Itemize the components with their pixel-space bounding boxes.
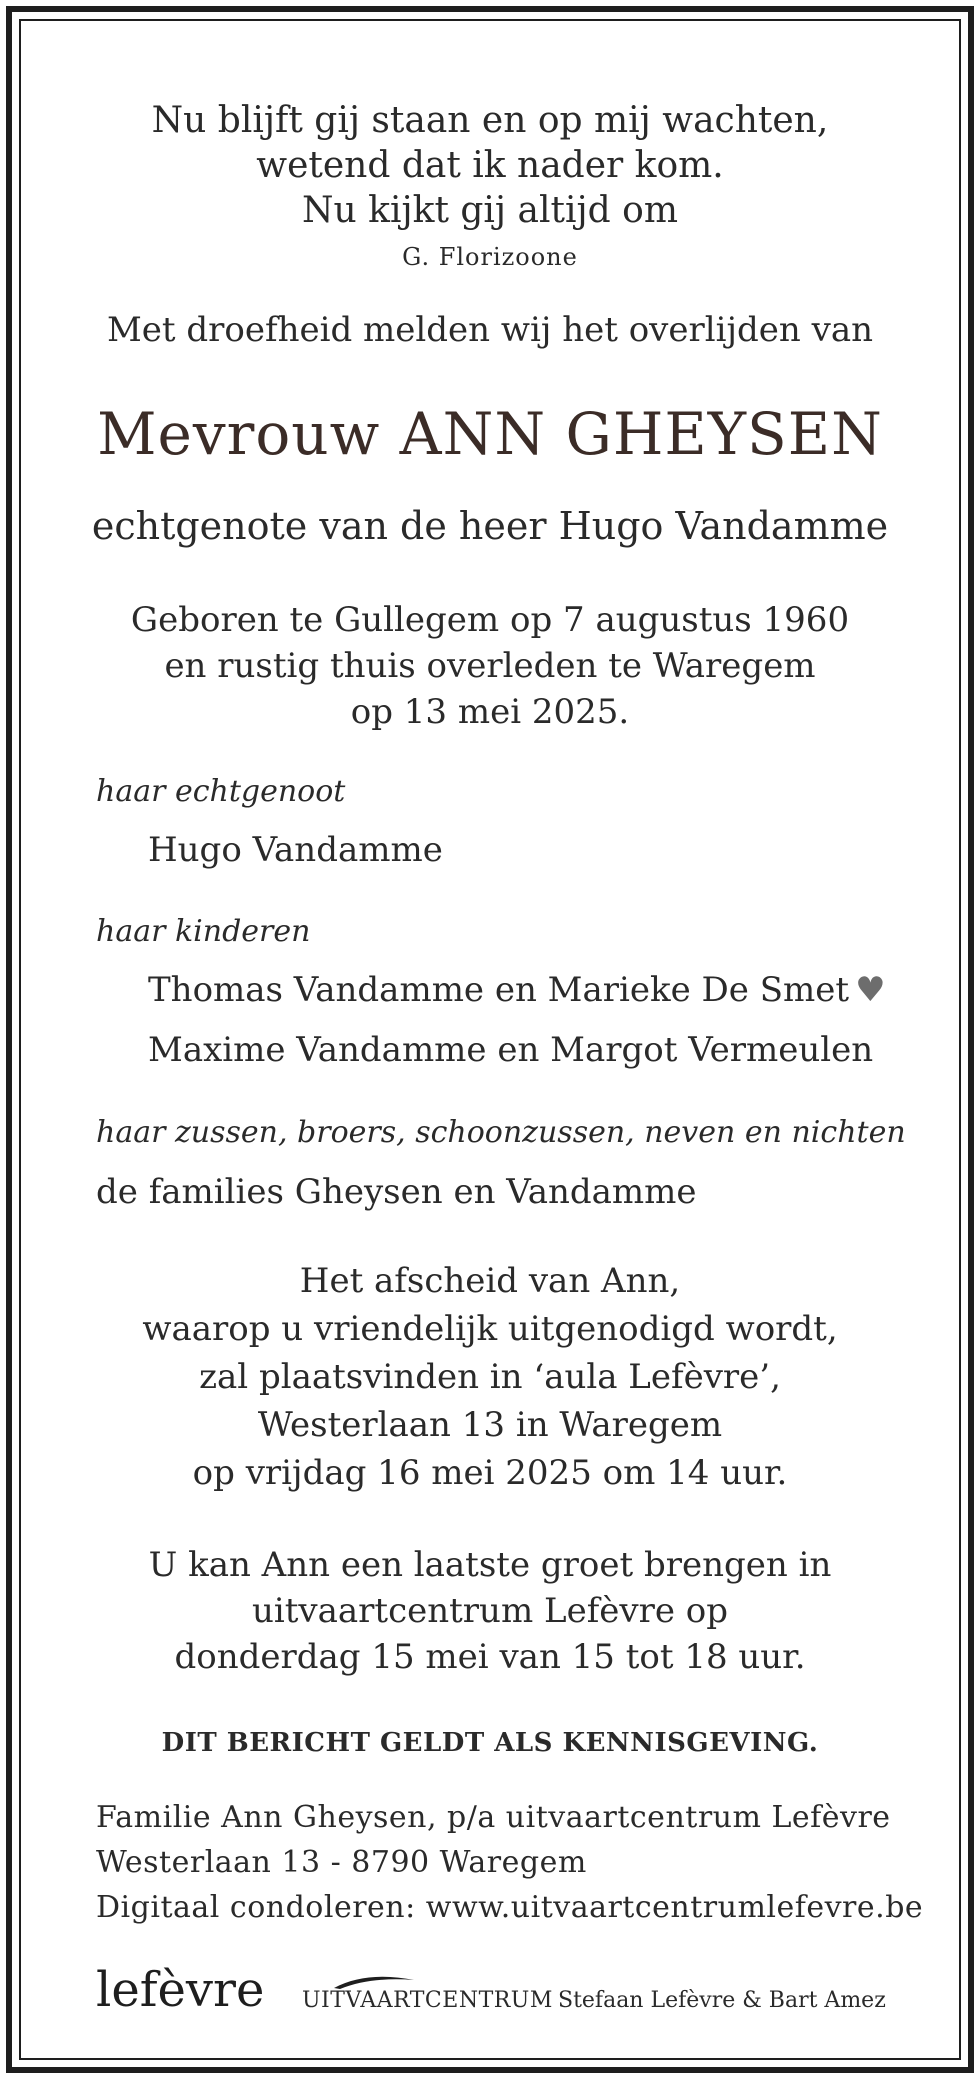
heart-icon: ♥: [855, 970, 886, 1010]
family-names: de families Gheysen en Vandamme: [96, 1172, 697, 1212]
birth-line: Geboren te Gullegem op 7 augustus 1960: [130, 600, 850, 640]
visitation-line: uitvaartcentrum Lefèvre op: [251, 1591, 729, 1631]
spouse-label: haar echtgenoot: [96, 774, 346, 809]
condolence-link[interactable]: Digitaal condoleren: www.uitvaartcentrumlefevre.be: [96, 1890, 924, 1925]
poem-line: Nu blijft gij staan en op mij wachten,: [151, 100, 829, 141]
birth-death-info: [40, 597, 940, 735]
poem-author: G. Florizoone: [402, 243, 578, 271]
family-label: haar zussen, broers, schoonzussen, neven en nichten: [96, 1115, 906, 1150]
spouse-line: echtgenote van de heer Hugo Vandamme: [91, 504, 889, 548]
farewell-line: waarop u vriendelijk uitgenodigd wordt,: [142, 1309, 838, 1349]
poem-line: Nu kijkt gij altijd om: [302, 190, 678, 231]
farewell-info: [40, 1257, 940, 1497]
logo-subtitle: UITVAARTCENTRUM: [302, 1988, 553, 2013]
contact-line: Westerlaan 13 - 8790 Waregem: [96, 1845, 587, 1880]
visitation-line: donderdag 15 mei van 15 tot 18 uur.: [174, 1637, 806, 1677]
farewell-line: Westerlaan 13 in Waregem: [257, 1405, 723, 1445]
children-label: haar kinderen: [96, 914, 311, 949]
contact-info: [96, 1795, 956, 1930]
visitation-line: U kan Ann een laatste groet brengen in: [148, 1545, 832, 1585]
visitation-info: [40, 1542, 940, 1680]
deceased-name: Mevrouw ANN GHEYSEN: [97, 400, 883, 468]
child-names: Maxime Vandamme en Margot Vermeulen: [148, 1030, 874, 1070]
contact-line: Familie Ann Gheysen, p/a uitvaartcentrum Lefèvre: [96, 1800, 891, 1835]
child-entry: [148, 970, 980, 1010]
farewell-line: zal plaatsvinden in ‘aula Lefèvre’,: [199, 1357, 781, 1397]
spouse-name: Hugo Vandamme: [148, 830, 443, 870]
death-line: en rustig thuis overleden te Waregem: [164, 646, 816, 686]
funeral-home-footer: [96, 1962, 936, 2026]
child-names: Thomas Vandamme en Marieke De Smet: [148, 970, 850, 1010]
notice-statement: DIT BERICHT GELDT ALS KENNISGEVING.: [161, 1728, 819, 1758]
farewell-line: Het afscheid van Ann,: [299, 1261, 681, 1301]
owners-names: Stefaan Lefèvre & Bart Amez: [558, 1988, 886, 2013]
death-date: op 13 mei 2025.: [350, 692, 630, 732]
announcement-intro: Met droefheid melden wij het overlijden van: [106, 310, 873, 350]
poem-line: wetend dat ik nader kom.: [256, 145, 724, 186]
child-entry: [148, 1030, 980, 1070]
logo-wordmark: lefèvre: [96, 1962, 265, 2018]
farewell-line: op vrijdag 16 mei 2025 om 14 uur.: [192, 1453, 788, 1493]
poem: [40, 98, 940, 233]
